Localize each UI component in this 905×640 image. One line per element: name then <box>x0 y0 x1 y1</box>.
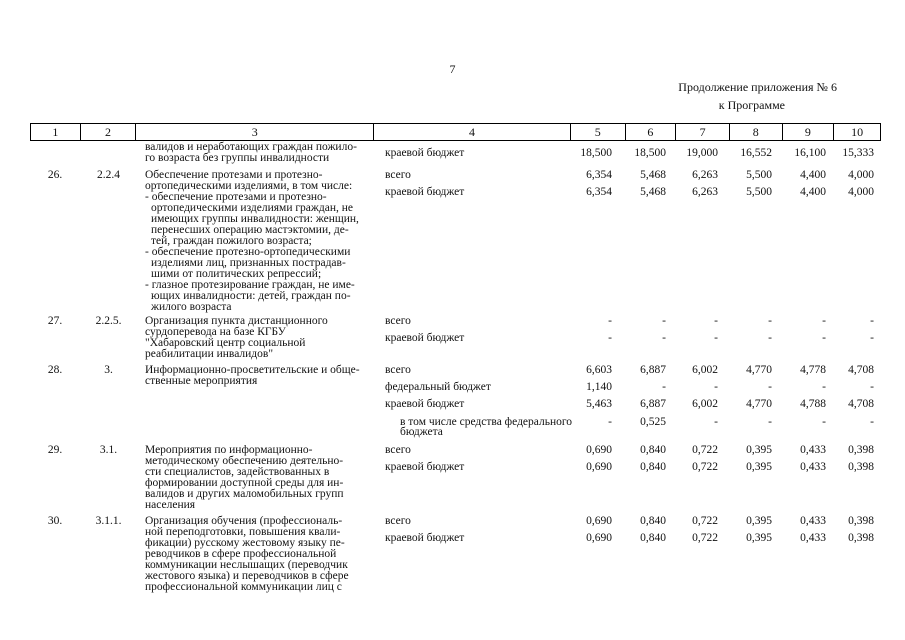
desc-line: ственные мероприятия <box>145 375 258 387</box>
col-header-1: 1 <box>52 125 59 139</box>
desc-line: реабилитации инвалидов" <box>145 348 274 360</box>
value-cell: 16,552 <box>740 147 772 159</box>
value-cell: - <box>870 416 874 428</box>
desc-line: методическому обеспечению деятельно- <box>145 455 344 467</box>
desc-line: валидов и неработающих граждан пожило- <box>145 141 357 153</box>
value-cell: 16,100 <box>794 147 826 159</box>
col-header-5: 5 <box>570 124 625 140</box>
desc-line: сурдоперевода на базе КГБУ <box>145 326 286 338</box>
value-cell: 4,708 <box>848 398 874 410</box>
budget-line <box>30 148 881 164</box>
value-cell: 5,500 <box>746 169 772 181</box>
value-cell: 4,788 <box>800 398 826 410</box>
desc-line: тей, граждан пожилого возраста; <box>151 235 312 247</box>
value-cell: - <box>662 315 666 327</box>
value-cell: 6,263 <box>692 169 718 181</box>
value-cell: - <box>768 416 772 428</box>
budget-line <box>30 399 881 415</box>
value-cell: 5,468 <box>640 169 666 181</box>
desc-line: го возраста без группы инвалидности <box>145 152 330 164</box>
budget-line <box>30 382 881 398</box>
desc-line: жестового языка) и переводчиков в сфере <box>145 570 349 582</box>
row-code: 3.1.1. <box>95 515 122 527</box>
value-cell: 5,468 <box>640 186 666 198</box>
value-cell: - <box>608 332 612 344</box>
desc-line: ющих инвалидности: детей, граждан по- <box>151 290 351 302</box>
value-cell: - <box>822 416 826 428</box>
desc-line: ной переподготовки, повышения квали- <box>145 526 341 538</box>
desc-line: - глазное протезирование граждан, не име- <box>145 279 355 291</box>
value-cell: 0,840 <box>640 444 666 456</box>
value-cell: 0,690 <box>586 532 612 544</box>
value-cell: 0,433 <box>800 461 826 473</box>
value-cell: 0,722 <box>692 532 718 544</box>
desc-line: Мероприятия по информационно- <box>145 444 313 456</box>
budget-label: краевой бюджет <box>385 186 465 198</box>
value-cell: 0,398 <box>848 444 874 456</box>
desc-line: жилого возраста <box>151 301 232 313</box>
budget-label: краевой бюджет <box>385 532 465 544</box>
value-cell: 4,400 <box>800 169 826 181</box>
value-cell: 0,395 <box>746 444 772 456</box>
budget-label: краевой бюджет <box>385 147 465 159</box>
value-cell: - <box>822 315 826 327</box>
col-header-10: 10 <box>833 124 880 140</box>
row-number: 27. <box>47 315 63 327</box>
desc-line: формировании доступной среды для ин- <box>145 477 344 489</box>
value-cell: - <box>768 381 772 393</box>
value-cell: 0,525 <box>640 416 666 428</box>
budget-line <box>30 417 881 439</box>
value-cell: 0,398 <box>848 515 874 527</box>
budget-line <box>30 365 881 381</box>
budget-line <box>30 462 881 478</box>
value-cell: 6,002 <box>692 364 718 376</box>
desc-line: населения <box>145 499 196 511</box>
value-cell: 0,398 <box>848 532 874 544</box>
row-code: 2.2.4 <box>97 169 120 181</box>
value-cell: 5,463 <box>586 398 612 410</box>
budget-label: всего <box>385 169 411 181</box>
row-number: 26. <box>47 169 63 181</box>
value-cell: - <box>662 381 666 393</box>
row-code: 2.2.5. <box>95 315 122 327</box>
desc-line: "Хабаровский центр социальной <box>145 337 306 349</box>
col-header-3: 3 <box>135 124 373 140</box>
value-cell: - <box>768 315 772 327</box>
budget-label: всего <box>385 444 411 456</box>
appendix-continuation-title: Продолжение приложения № 6 <box>678 80 837 94</box>
budget-line <box>30 445 881 461</box>
budget-line <box>30 316 881 332</box>
row-number: 28. <box>47 364 63 376</box>
value-cell: 0,395 <box>746 515 772 527</box>
value-cell: 6,002 <box>692 398 718 410</box>
value-cell: 0,722 <box>692 461 718 473</box>
value-cell: - <box>714 332 718 344</box>
value-cell: 0,433 <box>800 444 826 456</box>
desc-line: реводчиков в сфере профессиональной <box>145 548 337 560</box>
value-cell: - <box>822 332 826 344</box>
row-number: 29. <box>47 444 63 456</box>
value-cell: - <box>822 381 826 393</box>
value-cell: - <box>714 315 718 327</box>
value-cell: 0,722 <box>692 444 718 456</box>
value-cell: 6,603 <box>586 364 612 376</box>
budget-label: краевой бюджет <box>385 332 465 344</box>
value-cell: 1,140 <box>586 381 612 393</box>
value-cell: 6,263 <box>692 186 718 198</box>
desc-line: изделиями лиц, признанных пострадав- <box>151 257 346 269</box>
row-code: 3.1. <box>99 444 118 456</box>
value-cell: 0,840 <box>640 532 666 544</box>
value-cell: 6,354 <box>586 186 612 198</box>
desc-line: шими от политических репрессий; <box>151 268 322 280</box>
budget-line <box>30 333 881 349</box>
value-cell: 5,500 <box>746 186 772 198</box>
appendix-program-subtitle: к Программе <box>718 98 785 112</box>
value-cell: 0,690 <box>586 461 612 473</box>
value-cell: 0,433 <box>800 532 826 544</box>
budget-line <box>30 516 881 532</box>
desc-line: - обеспечение протезно-ортопедическими <box>145 246 351 258</box>
desc-line: Организация пункта дистанционного <box>145 315 328 327</box>
desc-line: профессиональной коммуникации лиц с <box>145 581 342 593</box>
value-cell: 4,000 <box>848 186 874 198</box>
budget-line <box>30 187 881 203</box>
value-cell: - <box>870 332 874 344</box>
value-cell: 4,400 <box>800 186 826 198</box>
value-cell: - <box>870 315 874 327</box>
value-cell: 4,770 <box>746 398 772 410</box>
value-cell: - <box>768 332 772 344</box>
desc-line: имеющих группы инвалидности: женщин, <box>151 213 359 225</box>
col-header-8: 8 <box>729 124 782 140</box>
budget-label: федеральный бюджет <box>385 381 491 393</box>
budget-line <box>30 533 881 549</box>
value-cell: - <box>870 381 874 393</box>
page-number: 7 <box>449 62 456 76</box>
desc-line: Организация обучения (профессиональ- <box>145 515 343 527</box>
value-cell: 0,840 <box>640 461 666 473</box>
col-header-2: 2 <box>80 124 136 140</box>
row-number: 30. <box>47 515 63 527</box>
col-header-9: 9 <box>782 124 834 140</box>
budget-label: всего <box>385 364 411 376</box>
value-cell: 0,398 <box>848 461 874 473</box>
value-cell: 0,395 <box>746 461 772 473</box>
value-cell: 4,000 <box>848 169 874 181</box>
col-header-4: 4 <box>373 124 570 140</box>
value-cell: 0,722 <box>692 515 718 527</box>
desc-line: ортопедическими изделиями граждан, не <box>151 202 353 214</box>
value-cell: 4,778 <box>800 364 826 376</box>
desc-line: фикации) русскому жестовому языку пе- <box>145 537 345 549</box>
budget-label: в том числе средства федерального бюджета <box>400 416 573 438</box>
row-code: 3. <box>104 364 113 376</box>
desc-line: перенесших операцию мастэктомии, де- <box>151 224 349 236</box>
value-cell: 0,690 <box>586 515 612 527</box>
desc-line: валидов и других маломобильных групп <box>145 488 344 500</box>
value-cell: 6,887 <box>640 398 666 410</box>
value-cell: - <box>714 416 718 428</box>
value-cell: 0,395 <box>746 532 772 544</box>
col-header-6: 6 <box>625 124 676 140</box>
budget-label: всего <box>385 315 411 327</box>
desc-line: ортопедическими изделиями, в том числе: <box>145 180 353 192</box>
desc-line: коммуникации неслышащих (переводчик <box>145 559 348 571</box>
value-cell: 0,690 <box>586 444 612 456</box>
value-cell: 6,354 <box>586 169 612 181</box>
value-cell: 0,433 <box>800 515 826 527</box>
budget-label: всего <box>385 515 411 527</box>
desc-line: сти специалистов, задействованных в <box>145 466 330 478</box>
value-cell: 0,840 <box>640 515 666 527</box>
budget-line <box>30 170 881 186</box>
value-cell: 4,708 <box>848 364 874 376</box>
value-cell: - <box>608 416 612 428</box>
value-cell: - <box>608 315 612 327</box>
budget-label: краевой бюджет <box>385 398 465 410</box>
col-header-7: 7 <box>675 124 729 140</box>
value-cell: - <box>714 381 718 393</box>
value-cell: 6,887 <box>640 364 666 376</box>
table-column-header <box>30 123 881 141</box>
value-cell: 15,333 <box>842 147 874 159</box>
budget-label: краевой бюджет <box>385 461 465 473</box>
desc-line: Обеспечение протезами и протезно- <box>145 169 323 181</box>
value-cell: 18,500 <box>634 147 666 159</box>
value-cell: 18,500 <box>580 147 612 159</box>
desc-line: Информационно-просветительские и обще- <box>145 364 360 376</box>
desc-line: - обеспечение протезами и протезно- <box>145 191 327 203</box>
value-cell: - <box>662 332 666 344</box>
value-cell: 4,770 <box>746 364 772 376</box>
value-cell: 19,000 <box>686 147 718 159</box>
